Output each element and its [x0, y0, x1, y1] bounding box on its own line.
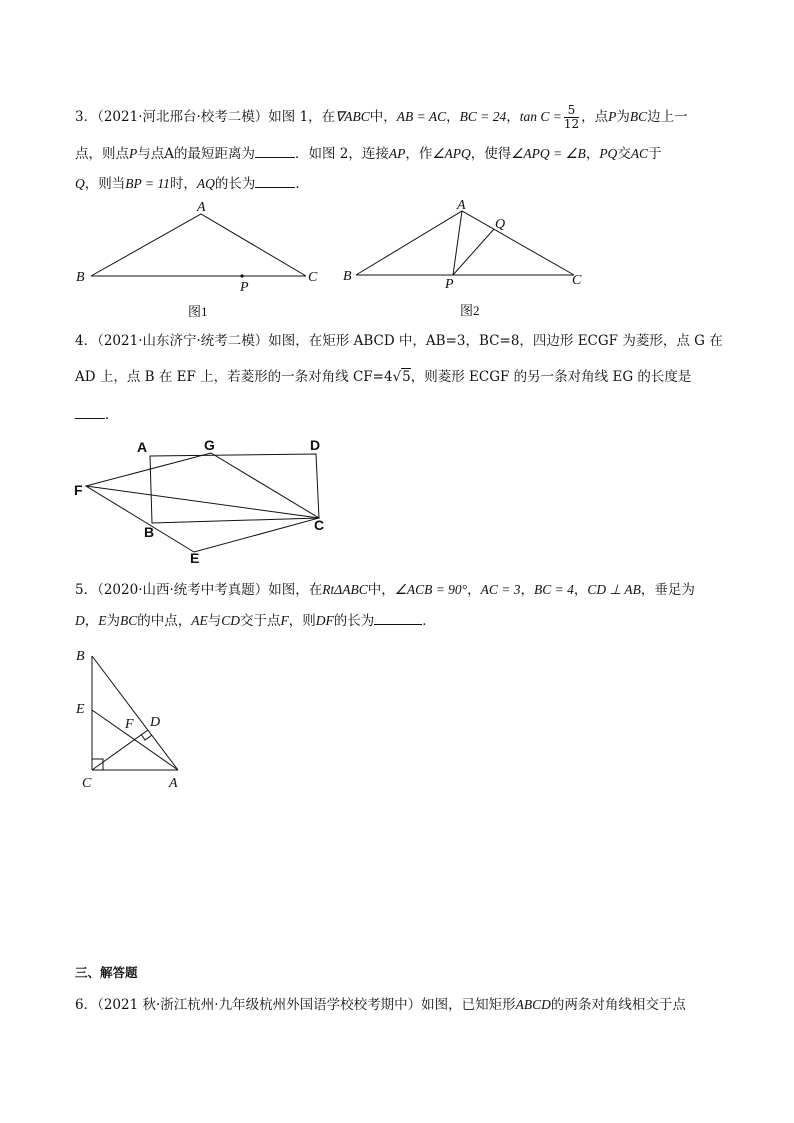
- q3-line-2: 点，则点P与点A的最短距离为 ．如图 2，连接AP，作∠APQ，使得∠APQ = ∠B，PQ交AC于: [75, 143, 662, 164]
- label-a: A: [169, 776, 178, 791]
- label-b: B: [76, 270, 85, 285]
- label-p: P: [445, 277, 454, 292]
- segment-ap: [453, 211, 462, 275]
- q4-line-1: 4．（2021·山东济宁·统考二模）如图，在矩形 ABCD 中，AB=3，BC=8，四边形 ECGF 为菱形，点 G 在: [75, 333, 723, 349]
- figure-caption: 图2: [460, 303, 480, 318]
- answer-blank[interactable]: [75, 404, 105, 419]
- q4-figure: [70, 430, 345, 570]
- figure-caption: 图1: [188, 304, 208, 319]
- label-d: D: [150, 715, 161, 730]
- q3-line-3: Q，则当BP = 11时，AQ的长为 ．: [75, 173, 309, 194]
- label-f: F: [125, 717, 134, 732]
- label-a: A: [457, 198, 466, 213]
- q3-figure-2: [340, 195, 600, 325]
- rectangle-abcd: [150, 454, 319, 523]
- right-angle-mark-d: [141, 734, 152, 740]
- label-c: C: [572, 273, 582, 288]
- label-d: D: [310, 437, 321, 453]
- triangle-sides: [91, 214, 306, 276]
- label-e: E: [190, 550, 200, 566]
- label-b: B: [343, 269, 352, 284]
- q6-line-1: 6．（2021 秋·浙江杭州·九年级杭州外国语学校校考期中）如图，已知矩形ABCD的两条对角线相交于点: [75, 997, 686, 1013]
- label-g: G: [204, 437, 215, 453]
- label-a: A: [137, 439, 148, 455]
- side-ab: [92, 656, 178, 770]
- q5-line-1: 5．（2020·山西·统考中考真题）如图，在RtΔABC中，∠ACB = 90°，AC = 3，BC = 4，CD ⊥ AB，垂足为: [75, 582, 695, 598]
- tan-fraction: $\frac{5}{12}$: [563, 103, 580, 131]
- label-b: B: [144, 524, 155, 540]
- label-a: A: [197, 200, 206, 215]
- label-c: C: [82, 776, 92, 791]
- answer-blank[interactable]: [255, 173, 295, 188]
- label-c: C: [308, 270, 318, 285]
- q4-line-2: AD 上，点 B 在 EF 上，若菱形的一条对角线 CF=4√5，则菱形 ECGF 的另一条对角线 EG 的长度是: [75, 369, 692, 385]
- label-p: P: [240, 280, 249, 295]
- segment-cd: [92, 730, 148, 770]
- q4-line-3: ．: [75, 404, 119, 425]
- label-b: B: [76, 649, 85, 664]
- point-p: [240, 274, 243, 277]
- q3-line-1: 3．（2021·河北邢台·校考二模）如图 1，在∇ABC中，AB = AC，BC = 24，tan C = $\frac{5}{12}$ ，点P为BC边上一: [75, 103, 688, 131]
- q5-line-2: D，E为BC的中点，AE与CD交于点F，则DF的长为 ．: [75, 610, 436, 631]
- label-f: F: [74, 482, 83, 498]
- triangle-sides: [356, 211, 574, 275]
- section-title: 三、解答题: [75, 965, 138, 980]
- label-q: Q: [495, 217, 506, 232]
- label-c: C: [314, 517, 325, 533]
- segment-pq: [453, 229, 494, 275]
- diagonal-cf: [86, 486, 319, 518]
- label-e: E: [76, 702, 85, 717]
- answer-blank[interactable]: [374, 610, 422, 625]
- answer-blank[interactable]: [255, 143, 295, 158]
- sqrt-icon: √: [392, 369, 402, 385]
- q5-figure: [70, 640, 200, 795]
- q3-figure-1: [70, 198, 340, 323]
